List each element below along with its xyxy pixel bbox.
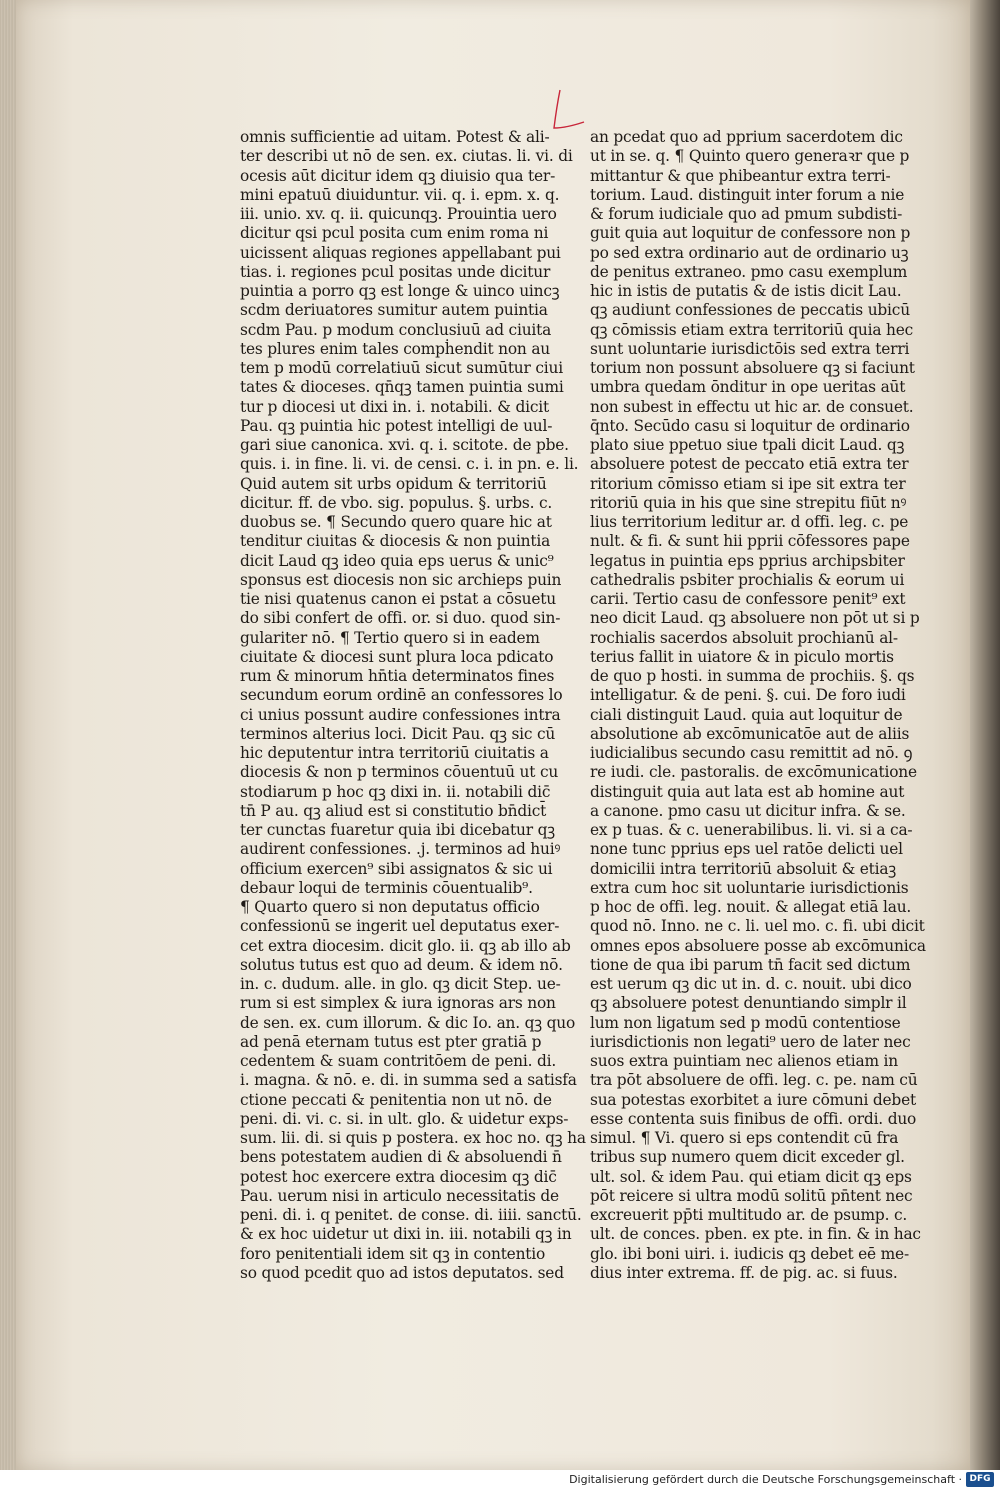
text-line: quis. i. in fine. li. vi. de censi. c. i. in pn. e. li. — [240, 455, 579, 474]
text-line: ocesis aūt dicitur idem qꝫ diuisio qua ter- — [240, 166, 556, 185]
book-spine-shadow — [970, 0, 1000, 1470]
text-line: qꝫ audiunt confessiones de peccatis ubicū — [590, 301, 910, 320]
text-line: iurisdictionis non legati⁹ uero de later nec — [590, 1032, 911, 1051]
text-line: cedentem & suam contritōem de peni. di. — [240, 1052, 557, 1070]
footer-bar — [0, 1470, 1000, 1490]
text-line: rochialis sacerdos absoluit prochianū al- — [590, 628, 898, 647]
text-line: ritoriū quia in his que sine strepitu fiūt nꝰ — [590, 493, 907, 512]
text-line: dius inter extrema. ff. de pig. ac. si fuus. — [590, 1263, 898, 1282]
text-line: duobus se. ¶ Secundo quero quare hic at — [240, 513, 552, 531]
text-line: de sen. ex. cum illorum. & dic Io. an. qꝫ quo — [240, 1013, 576, 1032]
text-line: hic in istis de putatis & de istis dicit Lau. — [590, 282, 902, 300]
text-line: tias. i. regiones pcul positas unde dicitur — [240, 262, 551, 281]
text-line: neo dicit Laud. qꝫ absoluere non pōt ut si p — [590, 609, 920, 628]
text-line: pōt reicere si ultra modū solitū pn̄tent nec — [590, 1186, 913, 1205]
text-line: simul. ¶ Vi. quero si eps contendit cū fra — [590, 1129, 899, 1147]
text-line: Pau. qꝫ puintia hic potest intelligi de uul- — [240, 416, 553, 435]
text-line: carii. Tertio casu de confessore penit⁹ ext — [590, 590, 906, 608]
text-line: debaur loqui de terminis cōuentualib⁹. — [240, 878, 533, 897]
text-line: puintia a porro qꝫ est longe & uinco uincꝫ — [240, 282, 560, 300]
text-line: glo. ibi boni uiri. i. iudicis qꝫ debet eē me- — [590, 1244, 909, 1263]
text-line: tie nisi quatenus canon ei pstat a cōsuetu — [240, 590, 556, 608]
text-line: lum non ligatum sed p modū contentiose — [590, 1013, 901, 1032]
text-line: absolutione ab excōmunicatōe aut de aliis — [590, 724, 910, 743]
text-line: iudicialibus secundo casu remittit ad nō. ꝯ — [590, 744, 913, 762]
footer-credit: Digitalisierung gefördert durch die Deutsche Forschungsgemeinschaft · — [569, 1473, 962, 1486]
text-line: sum. lii. di. si quis p postera. ex hoc no. qꝫ ha — [240, 1129, 586, 1147]
text-line: suos extra puintiam nec alienos etiam in — [590, 1052, 898, 1070]
text-line: a canone. pmo casu ut dicitur infra. & se. — [590, 801, 906, 820]
text-line: do sibi confert de offi. or. si duo. quod sin- — [240, 609, 561, 628]
text-line: secundum eorum ordinē an confessores lo — [240, 686, 563, 705]
text-line: & forum iudiciale quo ad pmum subdisti- — [590, 205, 903, 223]
text-line: i. magna. & nō. e. di. in summa sed a satisfa — [240, 1071, 577, 1090]
left-text-column — [240, 128, 586, 1283]
text-line: tur p diocesi ut dixi in. i. notabili. & dicit — [240, 397, 549, 416]
text-line: tribus sup numero quem dicit exceder gl. — [590, 1148, 905, 1167]
text-line: uicissent aliquas regiones appellabant pui — [240, 243, 561, 262]
text-line: tates & dioceses. qn̄qꝫ tamen puintia sumi — [240, 378, 564, 397]
text-line: cet extra diocesim. dicit glo. ii. qꝫ ab illo ab — [240, 936, 571, 955]
text-line: ter cunctas fuaretur quia ibi dicebatur qꝫ — [240, 821, 555, 839]
text-line: diocesis & non p terminos cōuentuū ut cu — [240, 763, 559, 782]
text-line: mini epatuū diuiduntur. vii. q. i. epm. x. q. — [240, 185, 560, 204]
text-line: sponsus est diocesis non sic archieps puin — [240, 570, 562, 589]
text-line: terminos alterius loci. Dicit Pau. qꝫ sic cū — [240, 724, 556, 743]
page-stack-edge — [0, 0, 16, 1470]
text-line: est uerum qꝫ dic ut in. d. c. nouit. ubi dico — [590, 975, 912, 993]
text-line: tem p modū correlatiuū sicut sumūtur ciui — [240, 359, 563, 377]
text-line: ult. sol. & idem Pau. qui etiam dicit qꝫ eps — [590, 1167, 912, 1186]
text-line: ciuitate & diocesi sunt plura loca pdicato — [240, 647, 554, 666]
text-line: cathedralis psbiter prochialis & eorum ui — [590, 570, 905, 589]
text-line: excreuerit pp̄ti multitudo ar. de psump. c. — [590, 1206, 908, 1224]
text-line: ad penā eternam tutus est pter gratiā p — [240, 1032, 542, 1051]
text-line: distinguit quia aut lata est ab homine aut — [590, 782, 905, 801]
text-line: solutus tutus est quo ad deum. & idem nō. — [240, 955, 563, 974]
text-line: q̄nto. Secūdo casu si loquitur de ordinario — [590, 416, 910, 435]
text-line: bens potestatem audien di & absoluendi n̄ — [240, 1148, 562, 1167]
text-line: dicit Laud qꝫ ideo quia eps uerus & unic⁹ — [240, 551, 554, 570]
text-line: extra cum hoc sit uoluntarie iurisdictionis — [590, 878, 909, 897]
text-line: & ex hoc uidetur ut dixi in. iii. notabili qꝫ in — [240, 1225, 572, 1244]
text-line: p hoc de offi. leg. nouit. & allegat etiā lau. — [590, 898, 912, 916]
text-line: legatus in puintia eps pprius archipsbiter — [590, 551, 905, 570]
text-line: peni. di. i. q penitet. de conse. di. iiii. sanctū. — [240, 1206, 582, 1224]
text-line: none tunc pprius eps uel ratōe delicti uel — [590, 840, 903, 859]
text-line: sua potestas exorbitet a iure cōmuni debet — [590, 1090, 916, 1109]
text-line: stodiarum p hoc qꝫ dixi in. ii. notabili dic̄ — [240, 782, 551, 801]
text-line: torium. Laud. distinguit inter forum a nie — [590, 185, 905, 204]
text-line: mittantur & que phibeantur extra terri- — [590, 166, 891, 185]
text-line: confessionū se ingerit uel deputatus exer- — [240, 917, 560, 936]
text-line: de quo p hosti. in summa de prochiis. §. qs — [590, 667, 915, 685]
text-line: ter describi ut nō de sen. ex. ciutas. li. vi. di — [240, 147, 573, 166]
text-line: po sed extra ordinario aut de ordinario uꝫ — [590, 243, 909, 262]
text-line: esse contenta suis finibus de offi. ordi. duo — [590, 1109, 917, 1128]
text-line: ritorium cōmisso etiam si ipe sit extra ter — [590, 474, 906, 493]
text-line: tione de qua ibi parum tn̄ facit sed dictum — [590, 955, 911, 974]
text-line: domicilii intra territoriū absoluit & etiaꝫ — [590, 859, 897, 878]
text-line: ctione peccati & penitentia non ut nō. de — [240, 1090, 552, 1109]
text-line: omnes epos absoluere posse ab excōmunica — [590, 936, 926, 955]
text-line: ult. de conces. pben. ex pte. in fin. & in hac — [590, 1225, 921, 1244]
right-text-column — [590, 128, 926, 1283]
text-line: de penitus extraneo. pmo casu exemplum — [590, 262, 908, 281]
dfg-logo: DFG — [966, 1472, 994, 1487]
text-line: ciali distinguit Laud. quia aut loquitur de — [590, 705, 903, 724]
text-line: re iudi. cle. pastoralis. de excōmunicatione — [590, 763, 917, 782]
text-line: lius territorium leditur ar. d offi. leg. c. pe — [590, 513, 909, 531]
text-line: foro penitentiali idem sit qꝫ in contentio — [240, 1244, 546, 1263]
text-line: umbra quedam ōnditur in ope ueritas aūt — [590, 378, 906, 397]
text-line: officium exercen⁹ sibi assignatos & sic ui — [240, 859, 553, 878]
text-line: Pau. uerum nisi in articulo necessitatis de — [240, 1186, 559, 1205]
text-line: quod nō. Inno. ne c. li. uel mo. c. fi. ubi dicit — [590, 917, 925, 936]
text-line: so quod pcedit quo ad istos deputatos. sed — [240, 1263, 564, 1282]
text-line: non subest in effectu ut hic ar. de consuet. — [590, 397, 914, 416]
text-line: rum si est simplex & iura ignoras ars non — [240, 994, 556, 1013]
text-line: gari siue canonica. xvi. q. i. scitote. de pbe. — [240, 436, 569, 454]
text-line: plato siue ppetuo siue tpali dicit Laud. qꝫ — [590, 436, 905, 454]
text-line: intelligatur. & de peni. §. cui. De foro iudi — [590, 686, 906, 705]
text-line: terius fallit in uiatore & in piculo mortis — [590, 647, 894, 666]
text-line: guit quia aut loquitur de confessore non p — [590, 224, 911, 243]
text-line: ex p tuas. & c. uenerabilibus. li. vi. si a ca- — [590, 821, 913, 839]
text-line: audirent confessiones. .j. terminos ad huiꝰ — [240, 840, 561, 859]
text-line: potest hoc exercere extra diocesim qꝫ dic̄ — [240, 1167, 557, 1186]
text-line: absoluere potest de peccato etiā extra ter — [590, 455, 909, 474]
text-line: Quid autem sit urbs opidum & territoriū — [240, 474, 547, 493]
text-line: tn̄ P au. qꝫ aliud est si constitutio bn̄dict̄ — [240, 801, 547, 820]
text-line: dicitur. ff. de vbo. sig. populus. §. urbs. c. — [240, 493, 553, 512]
text-line: tra pōt absoluere de offi. leg. c. pe. nam cū — [590, 1071, 918, 1090]
text-line: peni. di. vi. c. si. in ult. glo. & uidetur exps- — [240, 1109, 569, 1128]
text-line: qꝫ cōmissis etiam extra territoriū quia hec — [590, 320, 914, 339]
text-line: ut in se. q. ¶ Quinto quero generaꝛr que p — [590, 147, 910, 166]
text-line: scdm deriuatores sumitur autem puintia — [240, 301, 548, 320]
text-line: qꝫ absoluere potest denuntiando simplr il — [590, 994, 907, 1013]
text-line: an pcedat quo ad pprium sacerdotem dic — [590, 128, 903, 146]
text-line: sunt uoluntarie iurisdictōis sed extra terri — [590, 339, 910, 358]
text-line: scdm Pau. p modum conclusiuū ad ciuita — [240, 320, 552, 339]
text-line: gulariter nō. ¶ Tertio quero si in eadem — [240, 628, 540, 647]
text-line: tenditur ciuitas & diocesis & non puintia — [240, 532, 551, 551]
text-line: hic deputentur intra territoriū ciuitatis a — [240, 744, 549, 762]
text-line: ¶ Quarto quero si non deputatus officio — [240, 898, 540, 916]
text-line: dicitur qsi pcul posita cum enim roma ni — [240, 224, 549, 243]
text-line: ci unius possunt audire confessiones intra — [240, 705, 561, 724]
text-line: in. c. dudum. alle. in glo. qꝫ dicit Step. ue- — [240, 975, 561, 993]
text-line: rum & minorum hn̄tia determinatos fines — [240, 667, 555, 685]
text-line: tes plures enim tales compḣendit non au — [240, 339, 551, 358]
text-line: omnis sufficientie ad uitam. Potest & ali- — [240, 128, 550, 146]
text-line: iii. unio. xv. q. ii. quicunqꝫ. Prouintia uero — [240, 205, 557, 223]
text-line: torium non possunt absoluere qꝫ si faciunt — [590, 359, 915, 377]
text-line: nult. & fi. & sunt hii pprii cōfessores pape — [590, 532, 910, 551]
